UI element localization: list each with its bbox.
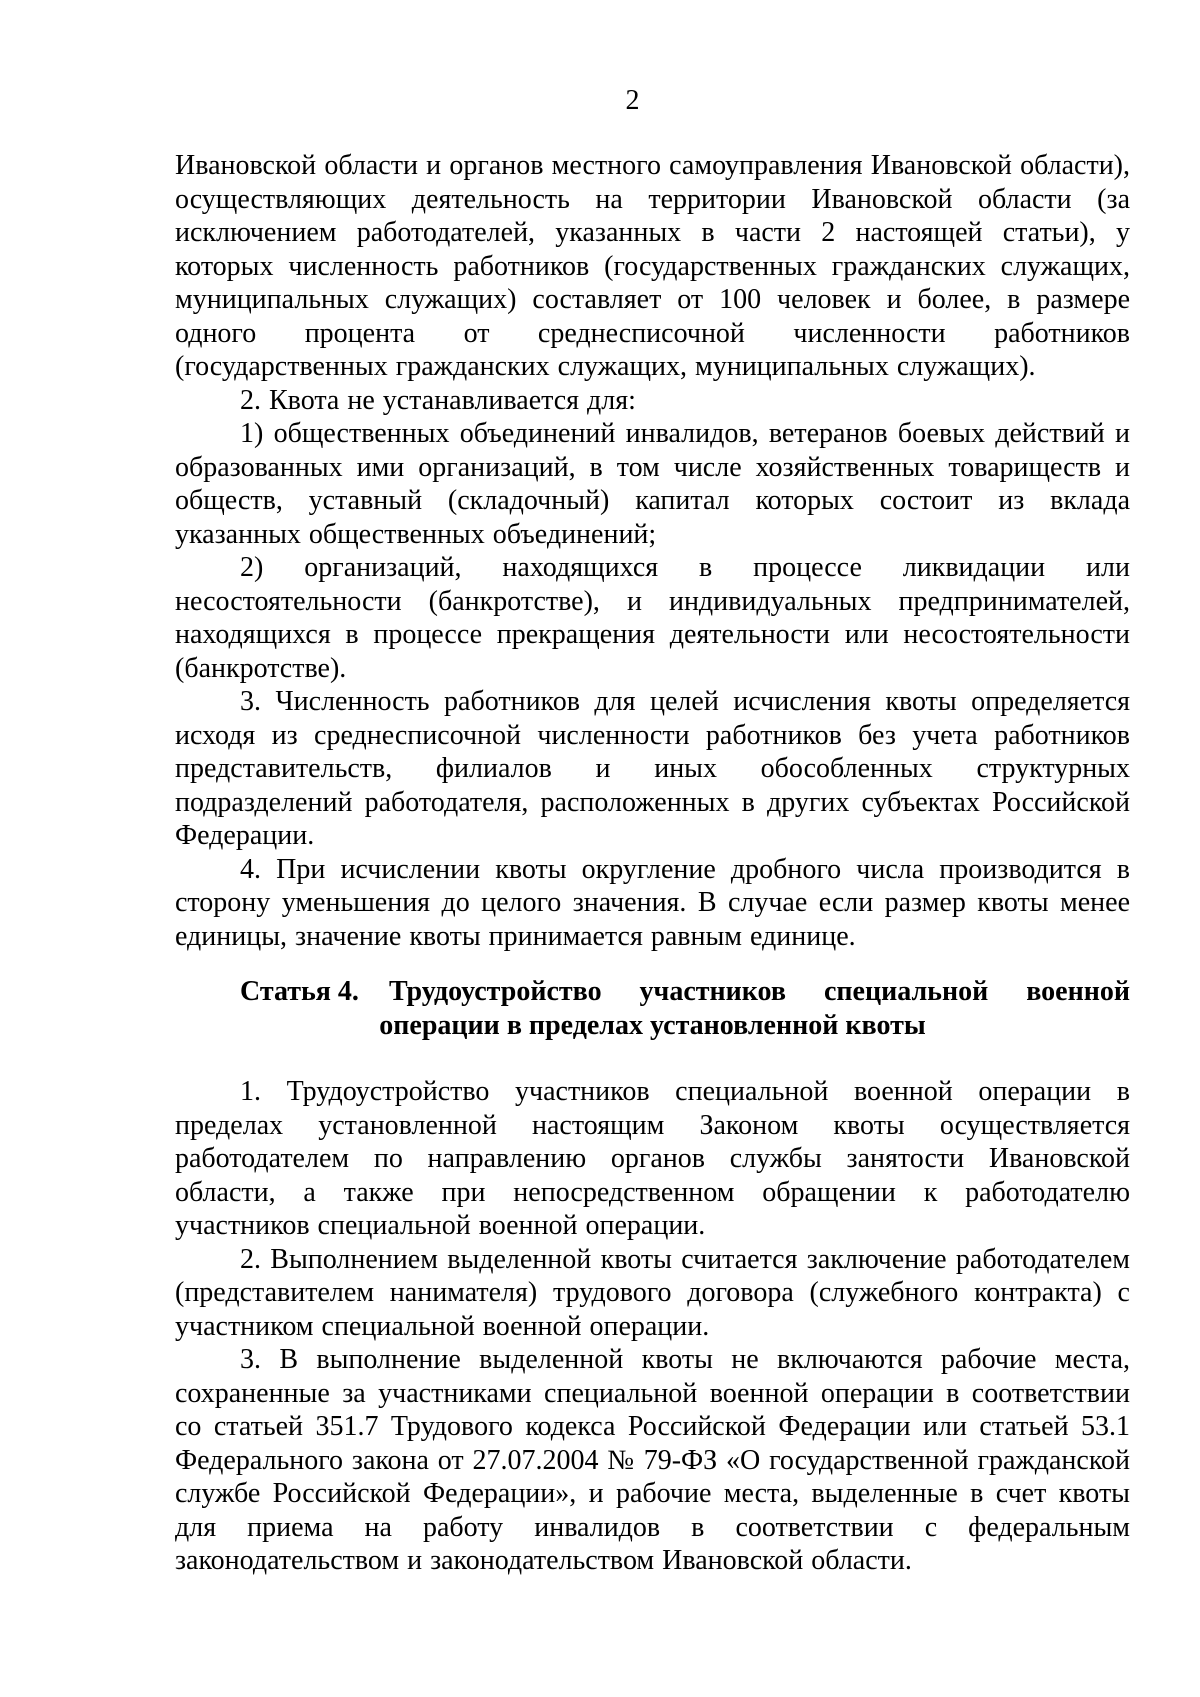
article-title-line1: Трудоустройство участников специальной военной <box>388 976 1130 1007</box>
paragraph: 3. Численность работников для целей исчисления квоты определяется исходя из среднесписочной численности работников без учета работников представительств, филиалов и иных обособленных структурных подразделений работодателя, расположенных в других субъектах Российской Федерации. <box>175 686 1130 851</box>
article-heading-line1 <box>175 975 1130 1009</box>
article-title-line2: операции в пределах установленной квоты <box>379 1009 926 1041</box>
paragraph: Ивановской области и органов местного самоуправления Ивановской области), осуществляющих деятельность на территории Ивановской области (за исключением работодателей, указанных в части 2 настоящей статьи), у которых численность работников (государственных гражданских служащих, муниципальных служащих) составляет от 100 человек и более, в размере одного процента от среднесписочной численности работников (государственных гражданских служащих, муниципальных служащих). <box>175 150 1130 382</box>
article-number: Статья 4. <box>240 976 359 1007</box>
article-heading <box>175 975 1130 1042</box>
paragraph: 1. Трудоустройство участников специальной военной операции в пределах установленной настоящим Законом квоты осуществляется работодателем по направлению органов службы занятости Ивановской области, а также при непосредственном обращении к работодателю участников специальной военной операции. <box>175 1076 1130 1241</box>
paragraph: 4. При исчислении квоты округление дробного числа производится в сторону уменьшения до целого значения. В случае если размер квоты менее единицы, значение квоты принимается равным единице. <box>175 853 1130 952</box>
paragraph: 2) организаций, находящихся в процессе ликвидации или несостоятельности (банкротстве), и индивидуальных предпринимателей, находящихся в процессе прекращения деятельности или несостоятельности (банкротстве). <box>175 552 1130 684</box>
paragraph: 1) общественных объединений инвалидов, ветеранов боевых действий и образованных ими организаций, в том числе хозяйственных товариществ и обществ, уставный (складочный) капитал которых состоит из вклада указанных общественных объединений; <box>175 418 1130 550</box>
page-number: 2 <box>625 85 640 116</box>
paragraph: 2. Выполнением выделенной квоты считается заключение работодателем (представителем нанимателя) трудового договора (служебного контракта) с участником специальной военной операции. <box>175 1243 1130 1342</box>
document-body <box>175 149 1130 1578</box>
paragraph: 3. В выполнение выделенной квоты не включаются рабочие места, сохраненные за участниками специальной военной операции в соответствии со статьей 351.7 Трудового кодекса Российской Федерации или статьей 53.1 Федерального закона от 27.07.2004 № 79-ФЗ «О государственной гражданской службе Российской Федерации», и рабочие места, выделенные в счет квоты для приема на работу инвалидов в соответствии с федеральным законодательством и законодательством Ивановской области. <box>175 1344 1130 1576</box>
paragraph: 2. Квота не устанавливается для: <box>240 384 636 416</box>
